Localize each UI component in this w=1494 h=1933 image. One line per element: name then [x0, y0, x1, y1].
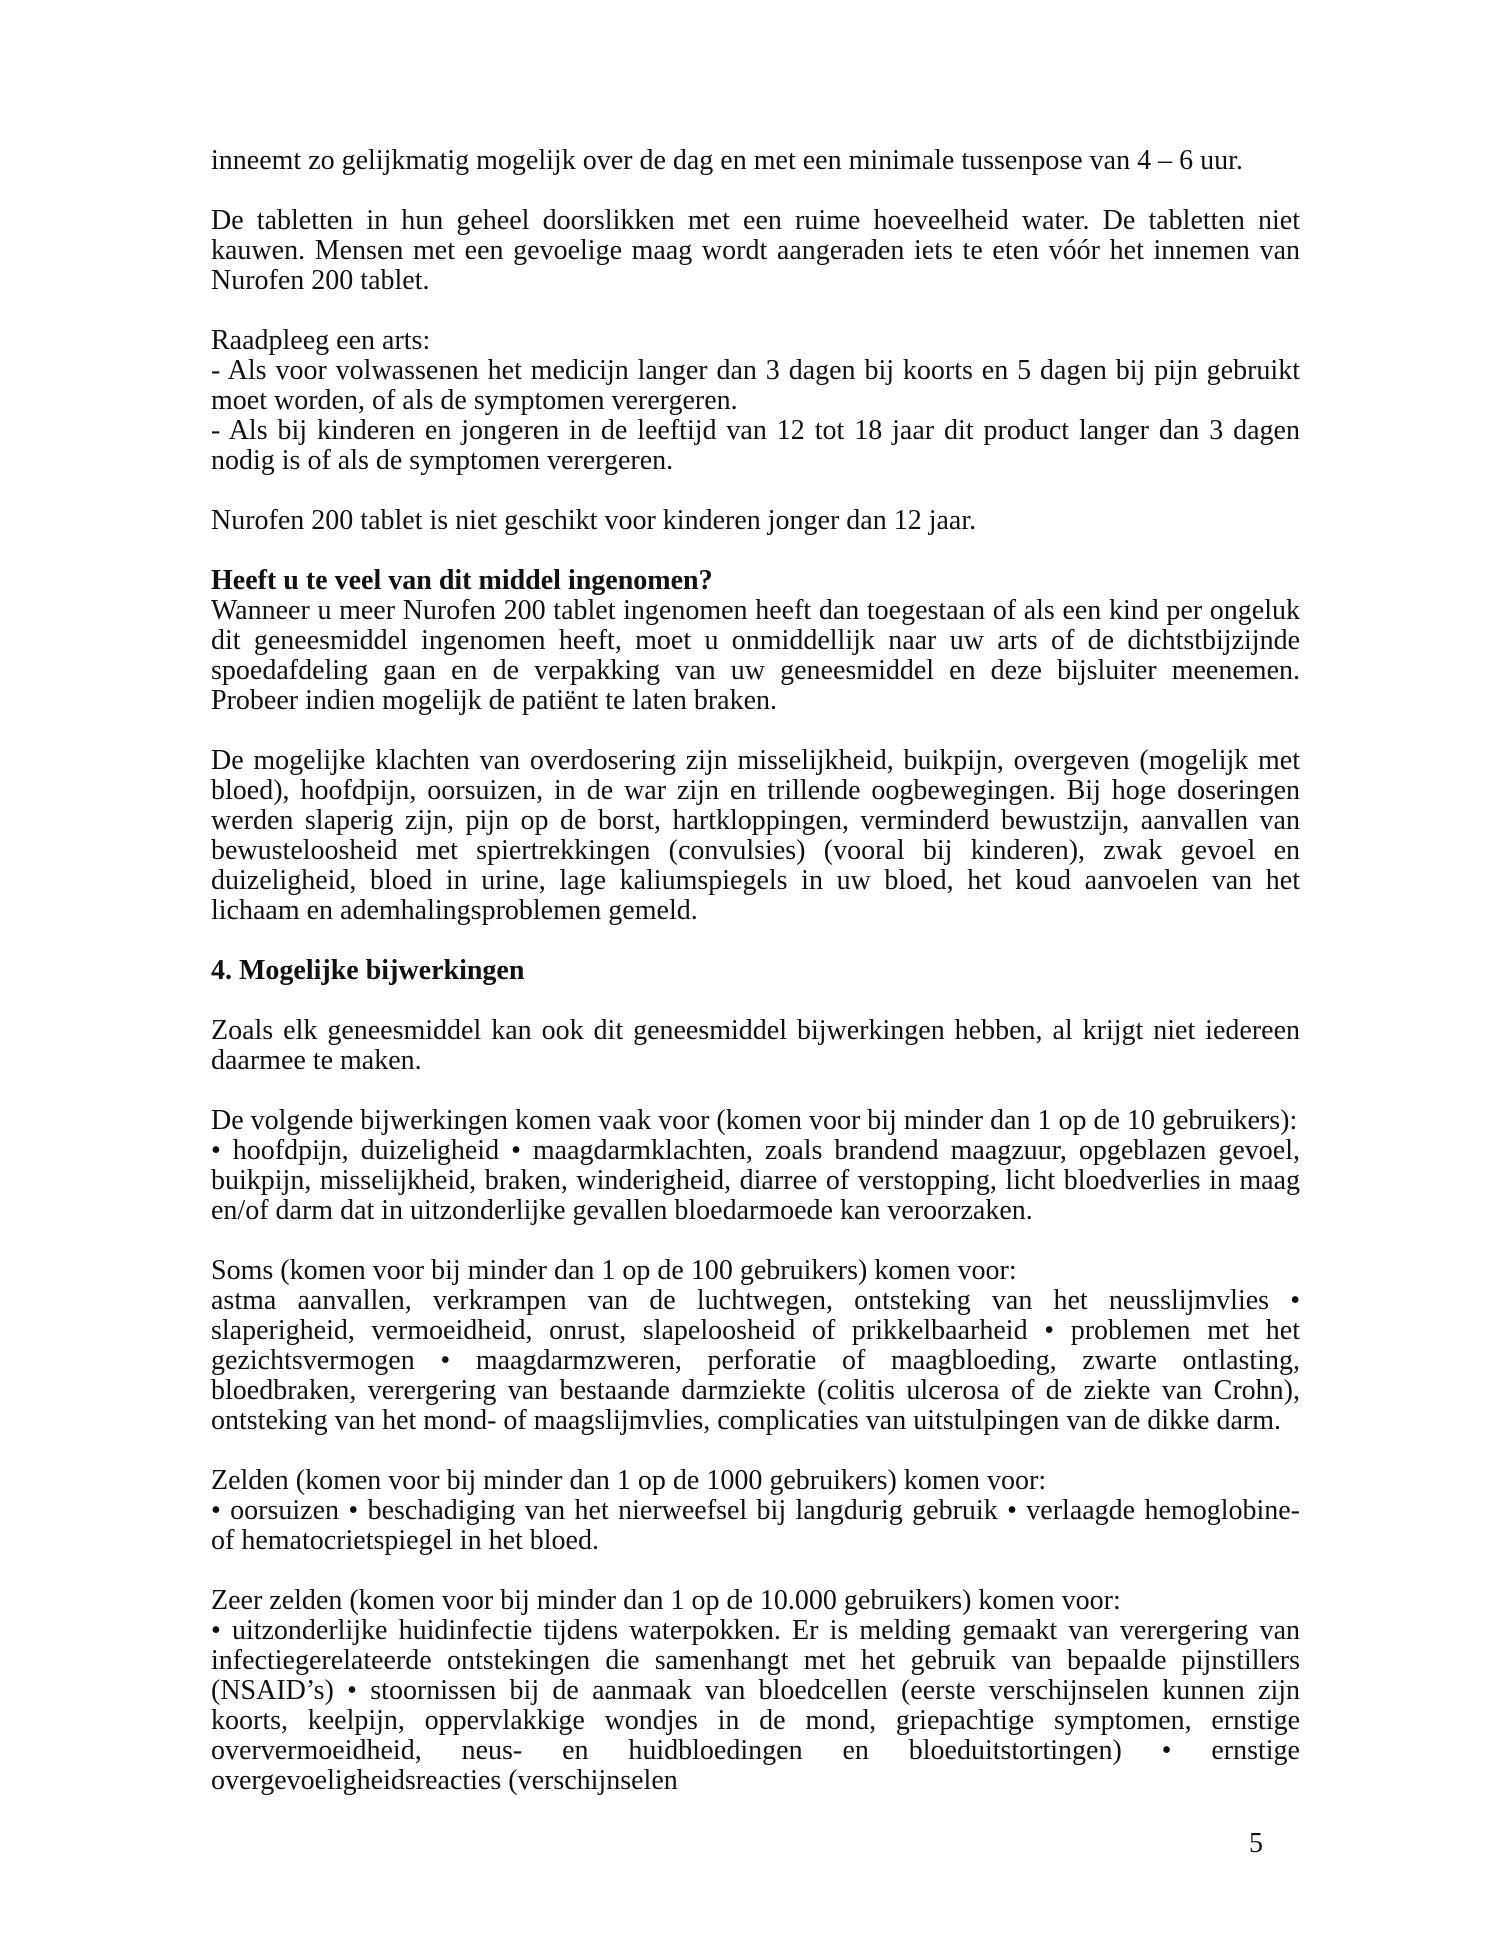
para-uncommon-intro: Soms (komen voor bij minder dan 1 op de 100 gebruikers) komen voor: — [211, 1255, 1017, 1286]
heading-side-effects: 4. Mogelijke bijwerkingen — [211, 955, 525, 986]
para-consult-adults: - Als voor volwassenen het medicijn langer dan 3 dagen bij koorts en 5 dagen bij pijn gebruikt moet worden, of als de symptomen verergeren. — [211, 355, 1300, 416]
para-not-for-under-12: Nurofen 200 tablet is niet geschikt voor kinderen jonger dan 12 jaar. — [211, 505, 977, 536]
para-side-effects-intro: Zoals elk geneesmiddel kan ook dit geneesmiddel bijwerkingen hebben, al krijgt niet iedereen daarmee te maken. — [211, 1015, 1300, 1076]
para-consult-doctor-intro: Raadpleeg een arts: — [211, 325, 431, 356]
para-overdose-symptoms: De mogelijke klachten van overdosering zijn misselijkheid, buikpijn, overgeven (mogelijk met bloed), hoofdpijn, oorsuizen, in de war zijn en trillende oogbewegingen. Bij hoge doseringen werden slaperig zijn, pijn op de borst, hartkloppingen, verminderd bewustzijn, aanvallen van bewusteloosheid met spiertrekkingen (convulsies) (vooral bij kinderen), zwak gevoel en duizeligheid, bloed in urine, lage kaliumspiegels in uw bloed, het koud aanvoelen van het lichaam en ademhalingsproblemen gemeld. — [211, 745, 1300, 926]
para-uncommon-list: astma aanvallen, verkrampen van de luchtwegen, ontsteking van het neusslijmvlies • slaperigheid, vermoeidheid, onrust, slapeloosheid of prikkelbaarheid • problemen met het gezichtsvermogen • maagdarmzweren, perforatie of maagbloeding, zwarte ontlasting, bloedbraken, verergering van bestaande darmziekte (colitis ulcerosa of de ziekte van Crohn), ontsteking van het mond- of maagslijmvlies, complicaties van uitstulpingen van de dikke darm. — [211, 1285, 1300, 1436]
para-common-list: • hoofdpijn, duizeligheid • maagdarmklachten, zoals brandend maagzuur, opgeblazen gevoel, buikpijn, misselijkheid, braken, winderigheid, diarree of verstopping, licht bloedverlies in maag en/of darm dat in uitzonderlijke gevallen bloedarmoede kan veroorzaken. — [211, 1135, 1300, 1226]
heading-overdose: Heeft u te veel van dit middel ingenomen? — [211, 565, 713, 596]
para-consult-children: - Als bij kinderen en jongeren in de leeftijd van 12 tot 18 jaar dit product langer dan 3 dagen nodig is of als de symptomen verergeren. — [211, 415, 1300, 476]
page-body-text — [211, 146, 1300, 1796]
para-swallow-instructions: De tabletten in hun geheel doorslikken met een ruime hoeveelheid water. De tabletten niet kauwen. Mensen met een gevoelige maag wordt aangeraden iets te eten vóór het innemen van Nurofen 200 tablet. — [211, 205, 1300, 296]
para-very-rare-list: • uitzonderlijke huidinfectie tijdens waterpokken. Er is melding gemaakt van verergering van infectiegerelateerde ontstekingen die samenhangt met het gebruik van bepaalde pijnstillers (NSAID’s) • stoornissen bij de aanmaak van bloedcellen (eerste verschijnselen kunnen zijn koorts, keelpijn, oppervlakkige wondjes in de mond, griepachtige symptomen, ernstige oververmoeidheid, neus- en huidbloedingen en bloeduitstortingen) • ernstige overgevoeligheidsreacties (verschijnselen — [211, 1615, 1300, 1796]
para-rare-list: • oorsuizen • beschadiging van het nierweefsel bij langdurig gebruik • verlaagde hemoglobine- of hematocrietspiegel in het bloed. — [211, 1495, 1300, 1556]
para-common-intro: De volgende bijwerkingen komen vaak voor (komen voor bij minder dan 1 op de 10 gebruikers): — [211, 1105, 1298, 1136]
para-rare-intro: Zelden (komen voor bij minder dan 1 op de 1000 gebruikers) komen voor: — [211, 1465, 1047, 1496]
para-overdose-action: Wanneer u meer Nurofen 200 tablet ingenomen heeft dan toegestaan of als een kind per ongeluk dit geneesmiddel ingenomen heeft, moet u onmiddellijk naar uw arts of de dichtstbijzijnde spoedafdeling gaan en de verpakking van uw geneesmiddel en deze bijsluiter meenemen. Probeer indien mogelijk de patiënt te laten braken. — [211, 595, 1300, 716]
page-number: 5 — [1249, 1828, 1263, 1859]
para-dosing-interval: inneemt zo gelijkmatig mogelijk over de dag en met een minimale tussenpose van 4 – 6 uur. — [211, 145, 1243, 176]
para-very-rare-intro: Zeer zelden (komen voor bij minder dan 1 op de 10.000 gebruikers) komen voor: — [211, 1585, 1121, 1616]
